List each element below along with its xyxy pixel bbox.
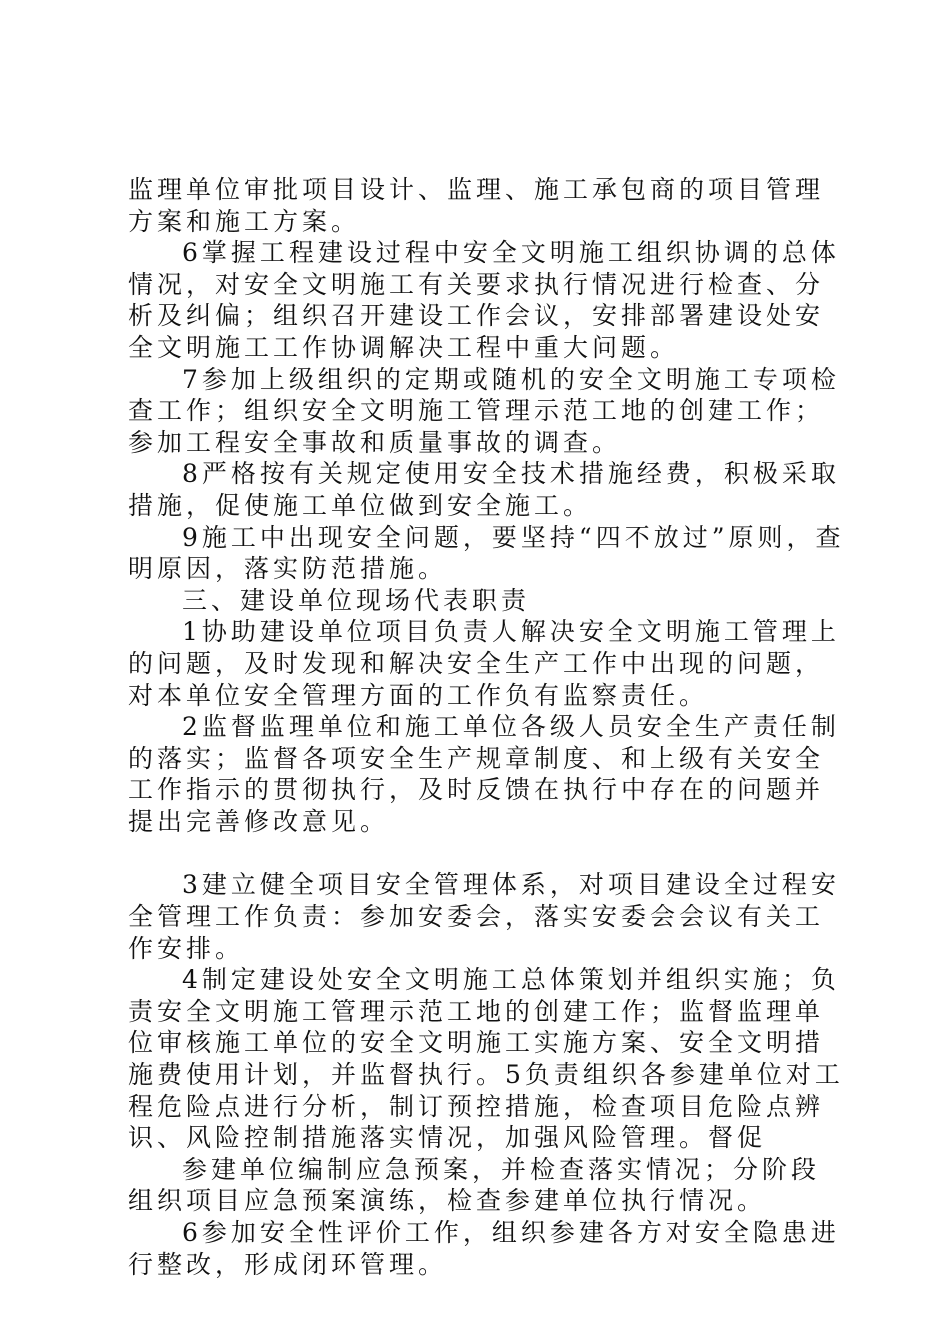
paragraph-9: 4制定建设处安全文明施工总体策划并组织实施；负责安全文明施工管理示范工地的创建工作；监督监理单位审核施工单位的安全文明施工实施方案、安全文明措施费使用计划，并监督执行。5负责组织各参建单位对工程危险点进行分析，制订预控措施，检查项目危险点辨识、风险控制措施落实情况，加强风险管理。督促	[128, 965, 844, 1153]
paragraph-spacer	[128, 837, 848, 869]
paragraph-3: 7参加上级组织的定期或随机的安全文明施工专项检查工作；组织安全文明施工管理示范工地的创建工作；参加工程安全事故和质量事故的调查。	[128, 364, 840, 457]
section-heading: 三、建设单位现场代表职责	[182, 585, 531, 615]
paragraph-11: 6参加安全性评价工作，组织参建各方对安全隐患进行整改，形成闭环管理。	[128, 1218, 840, 1279]
paragraph-7: 2监督监理单位和施工单位各级人员安全生产责任制的落实；监督各项安全生产规章制度、和上级有关安全工作指示的贯彻执行，及时反馈在执行中存在的问题并提出完善修改意见。	[128, 712, 840, 836]
paragraph-10: 参建单位编制应急预案，并检查落实情况；分阶段组织项目应急预案演练，检查参建单位执行情况。	[128, 1154, 821, 1216]
paragraph-6: 1协助建设单位项目负责人解决安全文明施工管理上的问题，及时发现和解决安全生产工作中出现的问题，对本单位安全管理方面的工作负有监察责任。	[128, 617, 840, 710]
paragraph-5: 9施工中出现安全问题，要坚持“四不放过”原则，查明原因，落实防范措施。	[128, 522, 845, 584]
paragraph-8: 3建立健全项目安全管理体系，对项目建设全过程安全管理工作负责：参加安委会，落实安委会会议有关工作安排。	[128, 870, 840, 963]
paragraph-1: 监理单位审批项目设计、监理、施工承包商的项目管理方案和施工方案。	[128, 175, 825, 236]
paragraph-4: 8严格按有关规定使用安全技术措施经费，积极采取措施，促使施工单位做到安全施工。	[128, 459, 840, 520]
paragraph-2: 6掌握工程建设过程中安全文明施工组织协调的总体情况，对安全文明施工有关要求执行情况进行检查、分析及纠偏；组织召开建设工作会议，安排部署建设处安全文明施工工作协调解决工程中重大问题。	[128, 238, 840, 362]
document-body	[128, 174, 848, 1280]
